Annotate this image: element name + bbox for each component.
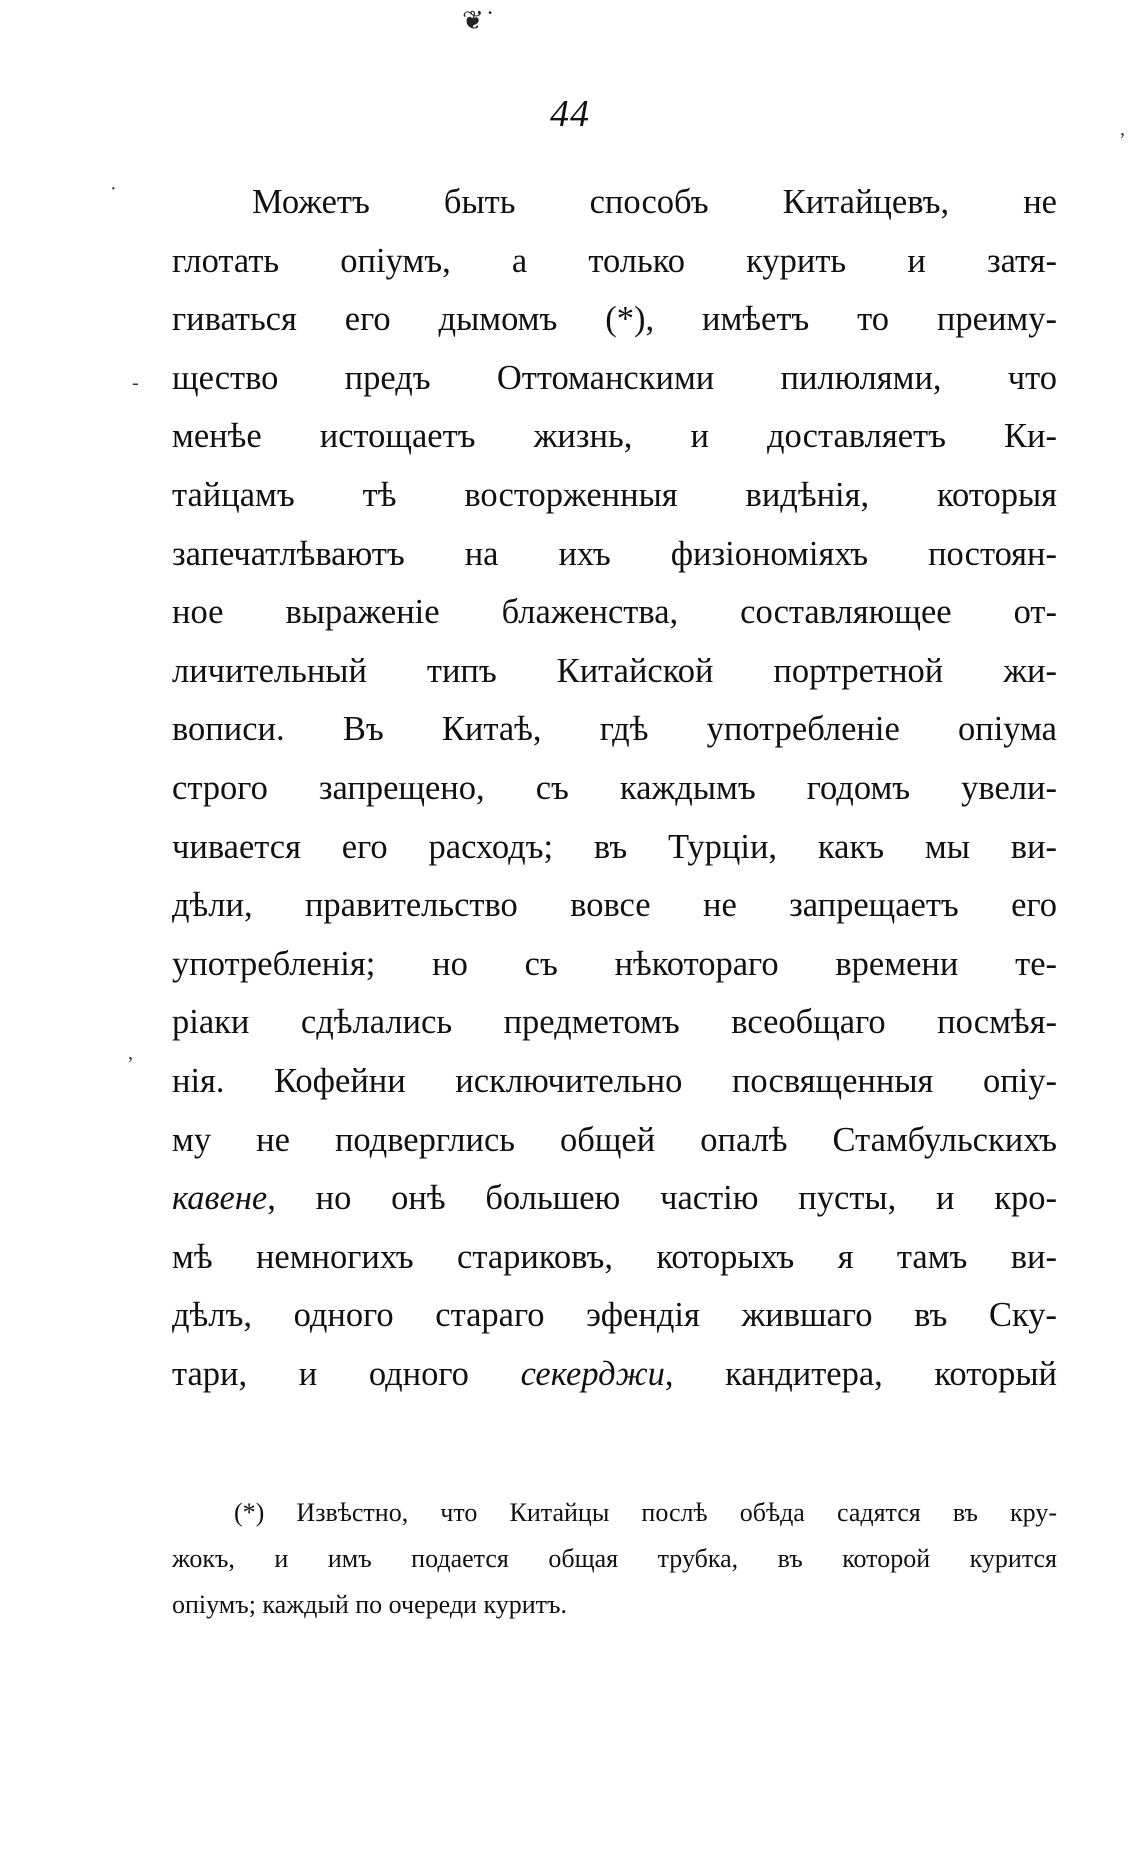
text-line [172, 1169, 1057, 1228]
text-segment: менѣе истощаетъ жизнь, и доставляетъ Ки- [172, 417, 1057, 456]
text-line [172, 1052, 1057, 1111]
text-line [172, 583, 1057, 642]
stray-mark: , [1120, 118, 1125, 140]
text-line [172, 1286, 1057, 1345]
text-segment: употребленія; но съ нѣкотораго времени те- [172, 944, 1057, 983]
text-segment: Можетъ быть способъ Китайцевъ, не [252, 183, 1057, 221]
text-segment: вописи. Въ Китаѣ, гдѣ употребленіе опіума [172, 710, 1057, 749]
text-line [172, 935, 1057, 994]
text-line [172, 173, 1057, 232]
text-segment: гиваться его дымомъ (*), имѣетъ то преиму- [172, 300, 1057, 339]
text-line [172, 818, 1057, 877]
text-segment: глотать опіумъ, а только курить и затя- [172, 241, 1057, 280]
text-segment: строго запрещено, съ каждымъ годомъ увели- [172, 768, 1057, 807]
main-text-block [172, 173, 1057, 1403]
stray-mark: - [132, 372, 139, 394]
text-segment: чивается его расходъ; въ Турціи, какъ мы ви- [172, 827, 1057, 866]
text-line [172, 525, 1057, 584]
text-segment: ріаки сдѣлались предметомъ всеобщаго посмѣя- [172, 1003, 1057, 1042]
text-line [172, 1345, 1057, 1404]
text-line [172, 466, 1057, 525]
page-number: 44 [550, 93, 590, 135]
text-segment: дѣлъ, одного стараго эфендія жившаго въ Ску- [172, 1296, 1057, 1335]
footnote-line: жокъ, и имъ подается общая трубка, въ которой курится [172, 1544, 1057, 1573]
text-line [172, 232, 1057, 291]
text-segment: тари, и одного [172, 1354, 521, 1393]
footnote-line: опіумъ; каждый по очереди куритъ. [172, 1590, 567, 1619]
stray-mark: , [128, 1042, 133, 1064]
italic-word: кавене [172, 1179, 268, 1218]
text-segment: , кандитера, который [664, 1354, 1057, 1393]
footnote-block [172, 1490, 1057, 1628]
text-segment: личительный типъ Китайской портретной жи- [172, 651, 1057, 690]
ink-blot-ornament: ❦˙ [462, 6, 497, 35]
text-segment: му не подверглись общей опалѣ Стамбульскихъ [172, 1120, 1057, 1159]
text-line [172, 290, 1057, 349]
stray-mark: · [110, 178, 117, 200]
text-line [172, 759, 1057, 818]
text-segment: ное выраженіе блаженства, составляющее от- [172, 593, 1057, 632]
italic-word: секерджи [520, 1354, 665, 1393]
text-segment: нія. Кофейни исключительно посвященныя опіу- [172, 1061, 1057, 1100]
text-line [172, 993, 1057, 1052]
footnote-line: (*) Извѣстно, что Китайцы послѣ обѣда садятся въ кру- [234, 1498, 1057, 1527]
text-line [172, 700, 1057, 759]
text-segment: тайцамъ тѣ восторженныя видѣнія, которыя [172, 475, 1057, 514]
text-segment: щество предъ Оттоманскими пилюлями, что [172, 358, 1057, 397]
text-line [172, 876, 1057, 935]
text-line [172, 1111, 1057, 1170]
text-line [172, 642, 1057, 701]
text-segment: дѣли, правительство вовсе не запрещаетъ его [172, 886, 1057, 925]
text-segment: , но онѣ большею частію пусты, и кро- [267, 1179, 1057, 1218]
text-line [172, 349, 1057, 408]
text-segment: запечатлѣваютъ на ихъ физіономіяхъ постоян- [172, 534, 1057, 573]
text-segment: мѣ немногихъ стариковъ, которыхъ я тамъ ви- [172, 1237, 1057, 1276]
text-line [172, 1228, 1057, 1287]
text-line [172, 407, 1057, 466]
